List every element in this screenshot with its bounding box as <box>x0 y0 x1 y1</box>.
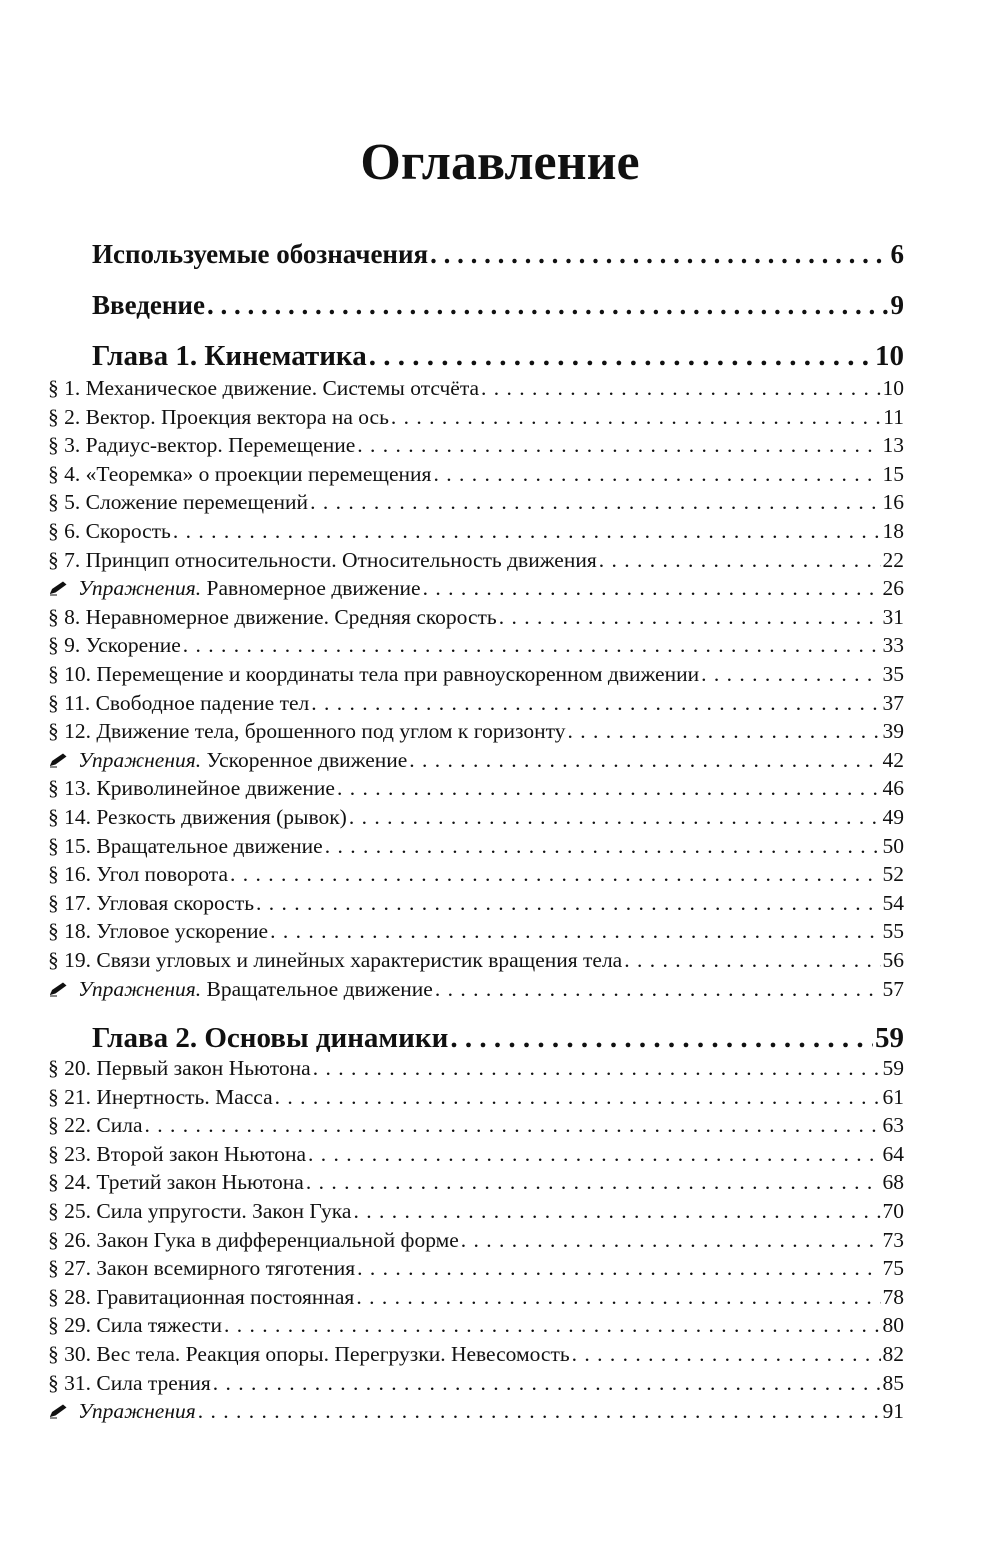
toc-section-entry[interactable] <box>48 776 904 805</box>
toc-entry-label: § 11. Свободное падение тел <box>48 690 310 715</box>
dot-leader <box>306 1170 881 1195</box>
dot-leader <box>145 1113 881 1138</box>
toc-entry-label: § 10. Перемещение и координаты тела при равноускоренном движении <box>48 662 700 686</box>
toc-entry-label: § 24. Третий закон Ньютона <box>48 1170 304 1195</box>
toc-page-number: 13 <box>882 433 904 458</box>
toc-page-number: 78 <box>882 1284 904 1309</box>
toc-section-entry[interactable] <box>48 462 904 491</box>
dot-leader <box>435 977 881 1002</box>
toc-page-number: 6 <box>890 239 904 269</box>
toc-section-entry[interactable] <box>48 1056 904 1085</box>
toc-entry-label: § 21. Инертность. Масса <box>48 1084 273 1109</box>
dot-leader <box>430 239 888 270</box>
dot-leader <box>183 633 881 658</box>
dot-leader <box>357 1256 880 1281</box>
toc-section-entry[interactable] <box>48 1256 904 1285</box>
toc-section-entry[interactable] <box>48 662 904 691</box>
toc-entry-label: § 30. Вес тела. Реакция опоры. Перегрузки. Невесомость <box>48 1342 570 1366</box>
toc-section-entry[interactable] <box>48 1142 904 1171</box>
toc-entry-label: § 16. Угол поворота <box>48 862 228 887</box>
toc-entry-label: § 8. Неравномерное движение. Средняя скорость <box>48 604 497 629</box>
toc-page-number: 50 <box>882 833 904 858</box>
dot-leader <box>356 1285 880 1310</box>
toc-section-entry[interactable] <box>48 376 904 405</box>
toc-entry-label: § 13. Криволинейное движение <box>48 776 335 801</box>
toc-page-number: 10 <box>875 340 904 372</box>
dot-leader <box>349 805 881 830</box>
toc-page-number: 59 <box>882 1056 904 1080</box>
dot-leader <box>275 1085 881 1110</box>
exercise-title: Ускоренное движение <box>201 747 408 772</box>
dot-leader <box>173 519 881 544</box>
toc-entry-label <box>48 977 433 1002</box>
dot-leader <box>353 1199 880 1224</box>
toc-entry-label: § 3. Радиус-вектор. Перемещение <box>48 433 356 458</box>
toc-entry-label: § 14. Резкость движения (рывок) <box>48 805 347 829</box>
dot-leader <box>270 919 880 944</box>
toc-page-number: 22 <box>882 547 904 572</box>
dot-leader <box>450 1022 873 1055</box>
dot-leader <box>224 1313 881 1338</box>
toc-page-number: 75 <box>882 1256 904 1281</box>
dot-leader <box>423 576 881 601</box>
toc-page-number: 26 <box>882 576 904 601</box>
dot-leader <box>313 1056 881 1081</box>
pencil-icon <box>48 580 70 596</box>
toc-page-number: 54 <box>882 890 904 915</box>
toc-exercise-entry[interactable] <box>48 748 904 777</box>
dot-leader <box>369 340 873 373</box>
toc-section-entry[interactable] <box>48 1371 904 1400</box>
toc-page-number: 68 <box>882 1170 904 1195</box>
pencil-icon <box>48 1403 70 1419</box>
toc-entry-label: Используемые обозначения <box>92 239 429 269</box>
dot-leader <box>230 862 881 887</box>
toc-entry-introduction[interactable] <box>92 290 904 326</box>
toc-page-number: 63 <box>882 1113 904 1138</box>
toc-page-number: 18 <box>882 519 904 543</box>
toc-entry-label: § 20. Первый закон Ньютона <box>48 1056 311 1080</box>
toc-exercise-entry[interactable] <box>48 1399 904 1428</box>
toc-section-entry[interactable] <box>48 490 904 519</box>
toc-entry-label: § 5. Сложение перемещений <box>48 490 309 515</box>
toc-page-number: 61 <box>882 1084 904 1109</box>
toc-section-entry[interactable] <box>48 891 904 920</box>
toc-page-number: 15 <box>882 461 904 486</box>
toc-section-entry[interactable] <box>48 919 904 948</box>
toc-section-entry[interactable] <box>48 1170 904 1199</box>
toc-page-number: 42 <box>882 747 904 772</box>
dot-leader <box>701 662 880 687</box>
toc-entry-label: § 31. Сила трения <box>48 1370 211 1395</box>
toc-entry-label <box>48 748 407 773</box>
toc-page-number: 49 <box>882 805 904 829</box>
toc-section-entry[interactable] <box>48 1113 904 1142</box>
exercise-marker: Упражнения. <box>78 576 202 601</box>
toc-entry-label: § 7. Принцип относительности. Относительность движения <box>48 547 597 572</box>
exercise-marker: Упражнения. <box>78 976 202 1001</box>
dot-leader <box>409 748 880 773</box>
dot-leader <box>567 719 880 744</box>
toc-section-entry[interactable] <box>48 519 904 548</box>
toc-entry-label: § 12. Движение тела, брошенного под углом к горизонту <box>48 719 566 744</box>
toc-section-entry[interactable] <box>48 433 904 462</box>
toc-entry-label: § 22. Сила <box>48 1113 143 1138</box>
dot-leader <box>461 1228 881 1253</box>
toc-page-number: 82 <box>882 1342 904 1366</box>
toc-chapter-1-heading[interactable] <box>92 340 904 378</box>
toc-page-number: 70 <box>882 1199 904 1223</box>
dot-leader <box>499 605 881 630</box>
toc-page-number: 10 <box>882 376 904 400</box>
toc-page-number: 52 <box>882 862 904 887</box>
toc-entry-label: § 28. Гравитационная постоянная <box>48 1284 355 1309</box>
toc-page-number: 37 <box>882 690 904 715</box>
toc-page-number: 9 <box>890 290 904 320</box>
pencil-icon <box>48 752 70 768</box>
toc-section-entry[interactable] <box>48 1313 904 1342</box>
toc-page-number: 33 <box>882 633 904 658</box>
toc-section-entry[interactable] <box>48 1228 904 1257</box>
toc-entry-label: § 19. Связи угловых и линейных характеристик вращения тела <box>48 948 623 972</box>
dot-leader <box>213 1371 881 1396</box>
dot-leader <box>256 891 880 916</box>
dot-leader <box>481 376 880 401</box>
toc-chapter-2-heading[interactable] <box>92 1022 904 1060</box>
toc-page-number: 91 <box>882 1399 904 1424</box>
toc-entry-label: § 18. Угловое ускорение <box>48 919 269 944</box>
toc-section-entry[interactable] <box>48 834 904 863</box>
toc-entry-label: § 26. Закон Гука в дифференциальной форме <box>48 1227 459 1252</box>
dot-leader <box>433 462 880 487</box>
toc-section-entry[interactable] <box>48 948 904 977</box>
exercise-marker: Упражнения <box>78 1399 196 1424</box>
toc-entry-label: § 6. Скорость <box>48 519 171 543</box>
toc-section-entry[interactable] <box>48 1199 904 1228</box>
dot-leader <box>325 834 881 859</box>
toc-section-entry[interactable] <box>48 405 904 434</box>
toc-section-entry[interactable] <box>48 1342 904 1371</box>
dot-leader <box>624 948 880 973</box>
toc-page-number: 56 <box>882 948 904 972</box>
toc-section-entry[interactable] <box>48 1085 904 1114</box>
dot-leader <box>357 433 880 458</box>
toc-page-number: 31 <box>882 604 904 629</box>
toc-page-number: 55 <box>882 919 904 944</box>
toc-page-number: 11 <box>883 404 904 429</box>
page-title: Оглавление <box>360 134 640 191</box>
toc-section-entry[interactable] <box>48 862 904 891</box>
dot-leader <box>391 405 881 430</box>
toc-entry-label: Введение <box>92 290 205 320</box>
toc-entry-label: § 29. Сила тяжести <box>48 1313 222 1338</box>
toc-entry-label: § 2. Вектор. Проекция вектора на ось <box>48 404 389 429</box>
toc-chapter-label: Глава 1. Кинематика <box>92 340 367 372</box>
toc-entry-label <box>48 1399 196 1424</box>
dot-leader <box>310 490 880 515</box>
toc-page-number: 46 <box>882 776 904 801</box>
toc-page-number: 16 <box>882 490 904 515</box>
toc-entry-label: § 9. Ускорение <box>48 633 181 658</box>
toc-section-entry[interactable] <box>48 605 904 634</box>
exercise-title: Равномерное движение <box>201 576 421 601</box>
exercise-title: Вращательное движение <box>201 976 433 1001</box>
toc-entry-label: § 15. Вращательное движение <box>48 833 323 858</box>
dot-leader <box>308 1142 881 1167</box>
toc-section-entry[interactable] <box>48 691 904 720</box>
toc-page-number: 57 <box>882 976 904 1001</box>
toc-entry-label: § 1. Механическое движение. Системы отсчёта <box>48 376 480 400</box>
toc-entry-label: § 4. «Теоремка» о проекции перемещения <box>48 461 432 486</box>
toc-entry-notation[interactable] <box>92 239 904 275</box>
toc-entry-label <box>48 576 421 601</box>
toc-page-number: 73 <box>882 1227 904 1252</box>
toc-page-number: 80 <box>882 1313 904 1338</box>
dot-leader <box>572 1342 881 1367</box>
dot-leader <box>599 548 881 573</box>
toc-section-entry[interactable] <box>48 1285 904 1314</box>
toc-section-entry[interactable] <box>48 548 904 577</box>
toc-section-entry[interactable] <box>48 805 904 834</box>
toc-exercise-entry[interactable] <box>48 977 904 1006</box>
toc-chapter-label: Глава 2. Основы динамики <box>92 1022 449 1054</box>
pencil-icon <box>48 981 70 997</box>
toc-section-entry[interactable] <box>48 719 904 748</box>
toc-page-number: 59 <box>875 1022 904 1054</box>
toc-page-number: 85 <box>882 1370 904 1395</box>
toc-page-number: 35 <box>882 662 904 686</box>
toc-page-number: 64 <box>882 1141 904 1166</box>
toc-section-entry[interactable] <box>48 633 904 662</box>
dot-leader <box>207 290 889 321</box>
exercise-marker: Упражнения. <box>78 747 202 772</box>
toc-exercise-entry[interactable] <box>48 576 904 605</box>
toc-entry-label: § 23. Второй закон Ньютона <box>48 1141 306 1166</box>
toc-entry-label: § 17. Угловая скорость <box>48 890 255 915</box>
toc-page-number: 39 <box>882 719 904 744</box>
dot-leader <box>337 776 881 801</box>
dot-leader <box>198 1399 881 1424</box>
toc-entry-label: § 25. Сила упругости. Закон Гука <box>48 1199 352 1223</box>
dot-leader <box>311 691 880 716</box>
toc-entry-label: § 27. Закон всемирного тяготения <box>48 1256 356 1281</box>
